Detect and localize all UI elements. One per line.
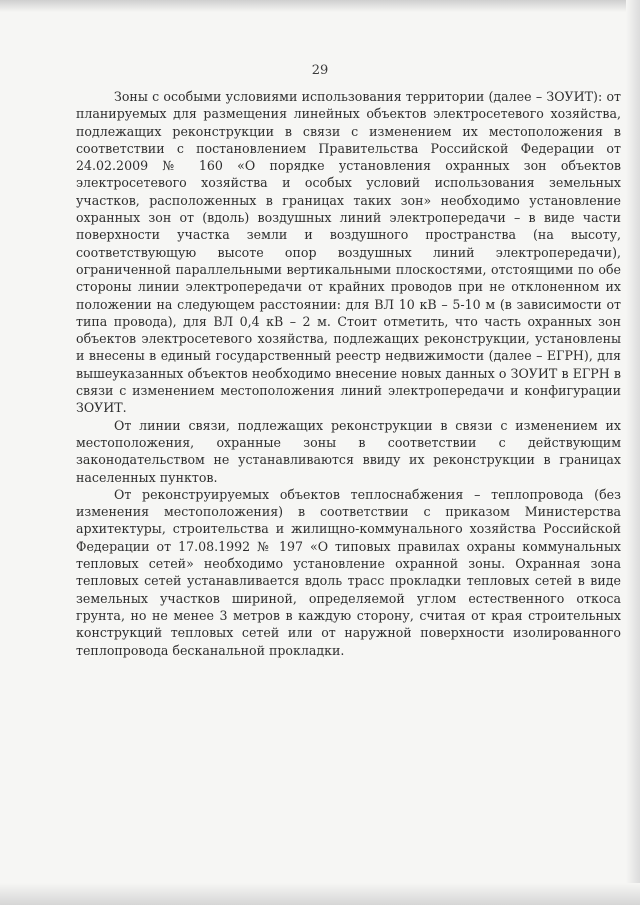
paragraph-zouit-power-lines: Зоны с особыми условиями использования территории (далее – ЗОУИТ): от планируемых для размещения линейных объектов электросетевого хозяйства, подлежащих реконструкции в связи с изменением их местоположения в соответствии с постановлением Правительства Российской Федерации от 24.02.2009 № 160 «О порядке установления охранных зон объектов электросетевого хозяйства и особых условий использования земельных участков, расположенных в границах таких зон» необходимо установление охранных зон от (вдоль) воздушных линий электропередачи – в виде части поверхности участка земли и воздушного пространства (на высоту, соответствующую высоте опор воздушных линий электропередачи), ограниченной параллельными вертикальными плоскостями, отстоящими по обе стороны линии электропередачи от крайних проводов при не отклоненном их положении на следующем расстоянии: для ВЛ 10 кВ – 5-10 м (в зависимости от типа провода), для ВЛ 0,4 кВ – 2 м. Стоит отметить, что часть охранных зон объектов электросетевого хозяйства, подлежащих реконструкции, установлены и внесены в единый государственный реестр недвижимости (далее – ЕГРН), для вышеуказанных объектов необходимо внесение новых данных о ЗОУИТ в ЕГРН в связи с изменением местоположения линий электропередачи и конфигурации ЗОУИТ. bbox=[76, 89, 621, 416]
paragraph-heat-supply: От реконструируемых объектов теплоснабжения – теплопровода (без изменения местоположения) в соответствии с приказом Министерства архитектуры, строительства и жилищно-коммунального хозяйства Российской Федерации от 17.08.1992 № 197 «О типовых правилах охраны коммунальных тепловых сетей» необходимо установление охранной зоны. Охранная зона тепловых сетей устанавливается вдоль трасс прокладки тепловых сетей в виде земельных участков шириной, определяемой углом естественного откоса грунта, но не менее 3 метров в каждую сторону, считая от края строительных конструкций тепловых сетей или от наружной поверхности изолированного теплопровода бесканальной прокладки. bbox=[76, 486, 621, 658]
paragraph-communication-lines: От линии связи, подлежащих реконструкции в связи с изменением их местоположения, охранные зоны в соответствии с действующим законодательством не устанавливаются ввиду их реконструкции в границах населенных пунктов. bbox=[76, 417, 621, 485]
scan-right-edge bbox=[626, 0, 640, 905]
scan-top-edge bbox=[0, 0, 640, 12]
document-body bbox=[76, 88, 621, 659]
page-number: 29 bbox=[311, 63, 329, 78]
scan-bottom-edge bbox=[0, 883, 640, 905]
